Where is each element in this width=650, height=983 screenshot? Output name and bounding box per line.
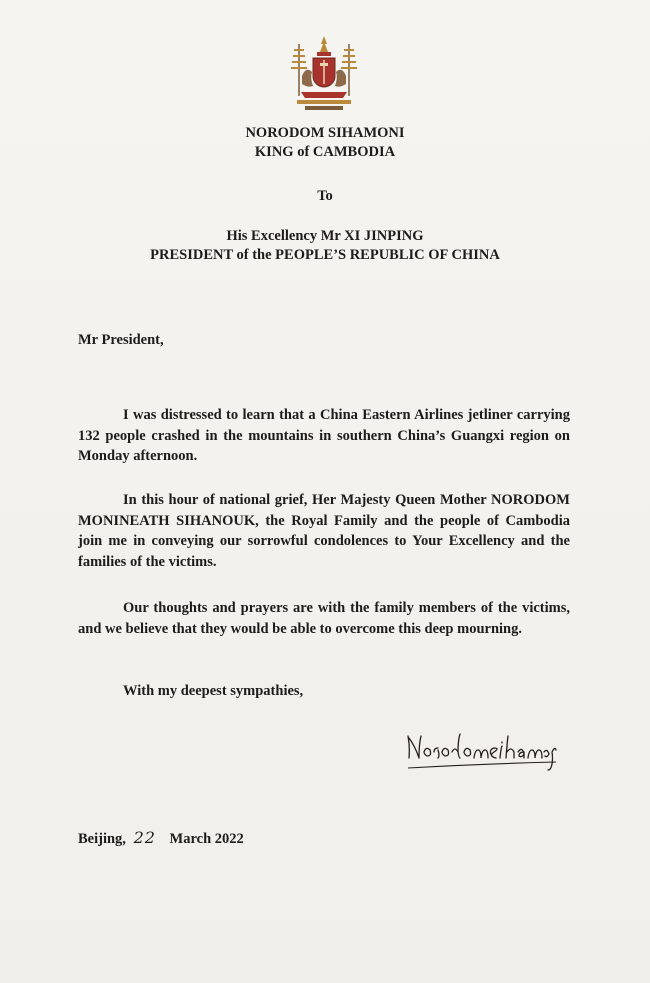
- closing-line: With my deepest sympathies,: [123, 683, 304, 699]
- dateline: [78, 828, 244, 848]
- royal-arms-of-cambodia-icon: [291, 36, 357, 112]
- recipient-block: [0, 227, 650, 265]
- handwritten-signature-icon: [404, 722, 560, 774]
- dateline-place: Beijing,: [78, 831, 126, 847]
- dateline-day: 22: [133, 828, 156, 847]
- sender-title: KING of CAMBODIA: [254, 144, 396, 160]
- body-paragraph-2: In this hour of national grief, Her Majesty Queen Mother NORODOM MONINEATH SIHANOUK, the Royal Family and the people of Cambodia join me in conveying our sorrowful condolences to Your Excellency and the families of the victims.: [78, 492, 570, 570]
- sender-block: [0, 124, 650, 162]
- body-paragraph-1: I was distressed to learn that a China Eastern Airlines jetliner carrying 132 people crashed in the mountains in southern China’s Guangxi region on Monday afternoon.: [78, 407, 570, 464]
- sender-name: NORODOM SIHAMONI: [245, 125, 405, 141]
- recipient-line-2: PRESIDENT of the PEOPLE’S REPUBLIC OF CHINA: [150, 247, 500, 263]
- dateline-month-year: March 2022: [169, 831, 244, 847]
- to-label: To: [317, 188, 333, 204]
- recipient-line-1: His Excellency Mr XI JINPING: [226, 228, 424, 244]
- salutation: Mr President,: [78, 332, 164, 348]
- body-paragraph-3: Our thoughts and prayers are with the family members of the victims, and we believe that they would be able to overcome this deep mourning.: [78, 600, 570, 637]
